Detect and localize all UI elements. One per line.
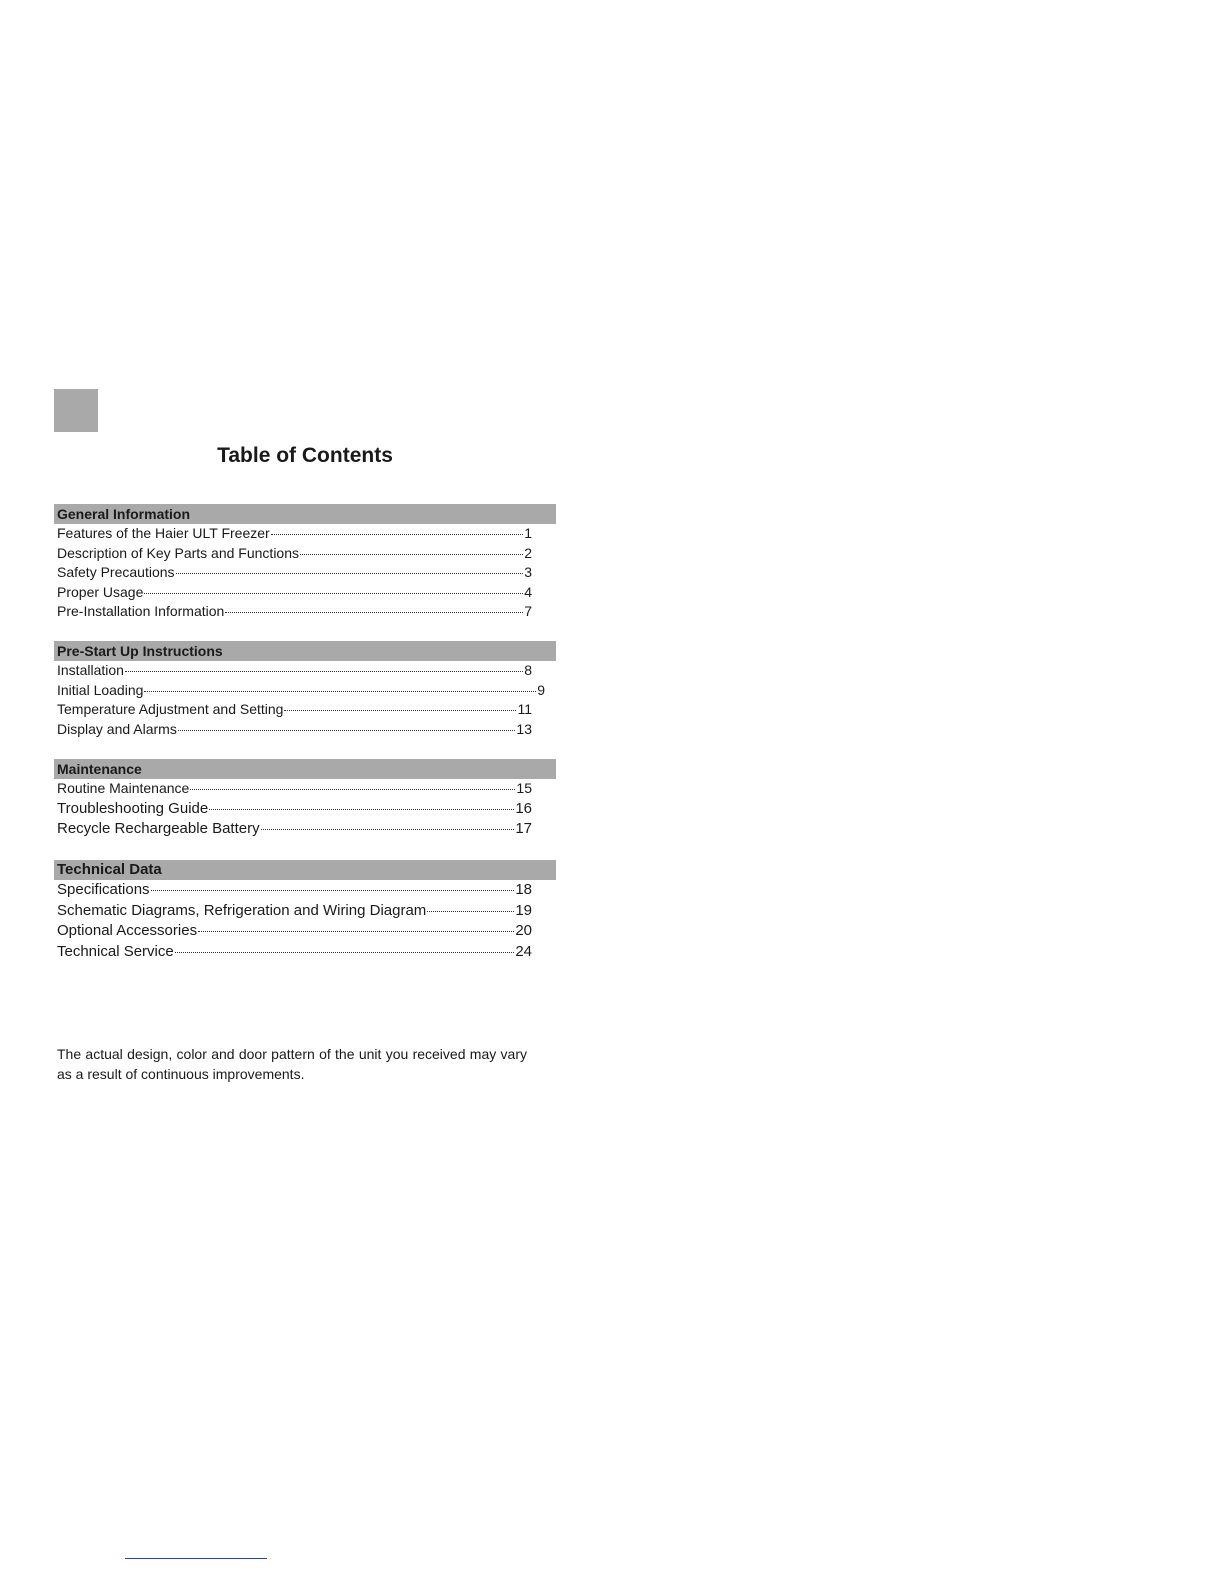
- toc-entry[interactable]: [57, 583, 532, 603]
- toc-entry[interactable]: [57, 563, 532, 583]
- toc-entry[interactable]: [57, 921, 532, 942]
- toc-entry[interactable]: [57, 681, 545, 701]
- toc-entry-label: Routine Maintenance: [57, 780, 190, 796]
- dot-leader: [151, 890, 515, 891]
- toc-entry-page: 11: [517, 701, 532, 718]
- toc-entry[interactable]: [57, 942, 532, 963]
- toc-entry[interactable]: [57, 661, 532, 681]
- toc-entry-page: 2: [524, 544, 532, 561]
- toc-entry-label: Troubleshooting Guide: [57, 799, 209, 817]
- toc-entry-label: Temperature Adjustment and Setting: [57, 701, 284, 718]
- toc-entry-label: Optional Accessories: [57, 922, 198, 939]
- toc-entry-label: Schematic Diagrams, Refrigeration and Wiring Diagram: [57, 901, 427, 919]
- dot-leader: [144, 593, 523, 594]
- toc-entry-label: Installation: [57, 662, 124, 678]
- toc-entry[interactable]: [57, 901, 532, 922]
- dot-leader: [271, 534, 524, 535]
- toc-entry-page: 20: [515, 922, 532, 939]
- toc-entry-label: Pre-Installation Information: [57, 603, 225, 620]
- gray-square-marker: [54, 389, 98, 432]
- dot-leader: [178, 730, 516, 731]
- toc-entry[interactable]: [57, 720, 532, 740]
- dot-leader: [427, 911, 514, 912]
- toc-entry[interactable]: [57, 602, 532, 622]
- toc-section-pre-start-up: [54, 641, 556, 739]
- dot-leader: [284, 710, 516, 711]
- toc-entry-page: 15: [516, 780, 532, 796]
- dot-leader: [209, 809, 514, 810]
- toc-entry-page: 9: [537, 681, 545, 698]
- dot-leader: [198, 931, 514, 932]
- toc-entry-page: 3: [524, 564, 532, 581]
- dot-leader: [175, 952, 515, 953]
- toc-entry-page: 4: [524, 583, 532, 600]
- section-heading: Pre-Start Up Instructions: [54, 641, 556, 661]
- toc-entry-page: 1: [524, 525, 532, 541]
- toc-entry[interactable]: [57, 799, 532, 820]
- toc-entry-label: Specifications: [57, 881, 150, 898]
- section-heading: General Information: [54, 504, 556, 524]
- dot-leader: [225, 612, 523, 613]
- toc-entry-page: 8: [524, 662, 532, 678]
- toc-entry-page: 19: [515, 901, 532, 919]
- toc-entry-page: 16: [515, 799, 532, 817]
- toc-entry-page: 13: [516, 720, 532, 737]
- toc-entry-label: Proper Usage: [57, 583, 144, 600]
- toc-entry-page: 7: [524, 603, 532, 620]
- toc-entry-label: Description of Key Parts and Functions: [57, 544, 300, 561]
- dot-leader: [300, 554, 523, 555]
- dot-leader: [144, 691, 536, 692]
- toc-entry[interactable]: [57, 700, 532, 720]
- toc-section-technical-data: [54, 860, 556, 962]
- dot-leader: [190, 789, 515, 790]
- footer-rule: [125, 1558, 267, 1559]
- toc-entry-page: 17: [515, 820, 532, 838]
- toc-entry[interactable]: [57, 819, 532, 840]
- toc-entry-label: Recycle Rechargeable Battery: [57, 820, 260, 838]
- toc-entry-page: 18: [515, 881, 532, 898]
- toc-entry[interactable]: [57, 880, 532, 901]
- toc-entry-label: Technical Service: [57, 942, 174, 960]
- toc-entry-page: 24: [515, 942, 532, 960]
- toc-entry-label: Safety Precautions: [57, 564, 175, 581]
- dot-leader: [176, 573, 524, 574]
- toc-entry[interactable]: [57, 544, 532, 564]
- design-variation-note: The actual design, color and door pattern of the unit you received may vary as a result of continuous improvements.: [57, 1046, 527, 1082]
- page-title: Table of Contents: [217, 444, 393, 467]
- toc-entry[interactable]: [57, 779, 532, 799]
- dot-leader: [261, 829, 515, 830]
- section-heading: Maintenance: [54, 759, 556, 779]
- section-heading: Technical Data: [54, 860, 556, 880]
- dot-leader: [125, 671, 523, 672]
- toc-section-general-information: [54, 504, 556, 622]
- toc-section-maintenance: [54, 759, 556, 840]
- toc-entry-label: Display and Alarms: [57, 720, 177, 737]
- toc-entry[interactable]: [57, 524, 532, 544]
- toc-entry-label: Initial Loading: [57, 681, 144, 698]
- toc-entry-label: Features of the Haier ULT Freezer: [57, 525, 270, 541]
